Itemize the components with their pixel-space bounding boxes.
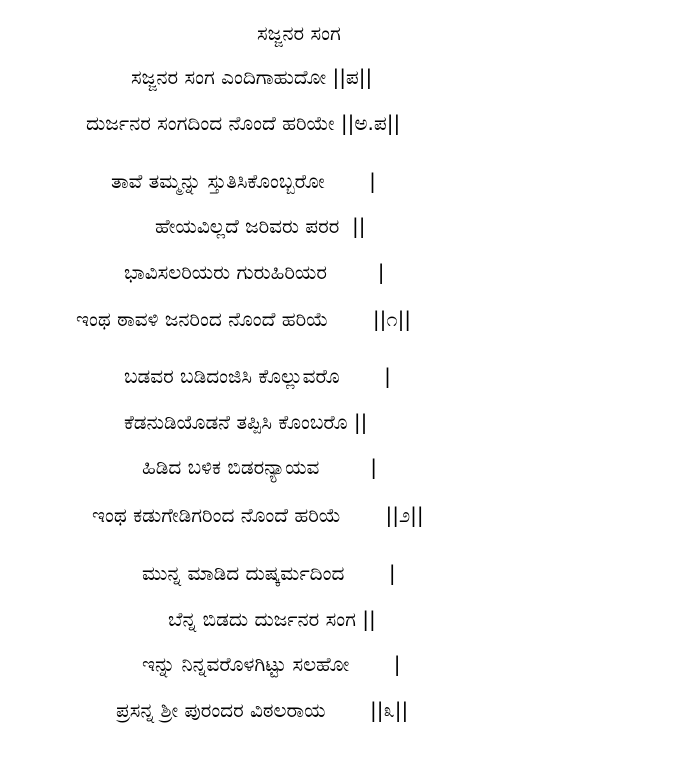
anupallavi-line: ದುರ್ಜನರ ಸಂಗದಿಂದ ನೊಂದೆ ಹರಿಯೇ ||ಅ.ಪ||: [86, 111, 401, 135]
stanza-1-line-3: ಭಾವಿಸಲರಿಯರು ಗುರುಹಿರಿಯರ |: [124, 260, 385, 284]
stanza-2-line-1: ಬಡವರ ಬಡಿದಂಜಿಸಿ ಕೊಲ್ಲುವರೊ |: [124, 364, 391, 388]
stanza-3-line-1: ಮುನ್ನ ಮಾಡಿದ ದುಷ್ಕರ್ಮದಿಂದ |: [142, 561, 396, 585]
stanza-1-line-1: ತಾವೆ ತಮ್ಮನ್ನು ಸ್ತುತಿಸಿಕೊಂಬ್ಬರೋ |: [111, 169, 376, 193]
stanza-3-line-3: ಇನ್ನು ನಿನ್ನವರೊಳಗಿಟ್ಟು ಸಲಹೋ |: [142, 652, 401, 676]
stanza-3-line-2: ಬೆನ್ನ ಬಿಡದು ದುರ್ಜನರ ಸಂಗ ||: [168, 607, 376, 631]
stanza-1-line-4: ಇಂಥ ಠಾವಳಿ ಜನರಿಂದ ನೊಂದೆ ಹರಿಯೆ ||೧||: [76, 307, 412, 331]
stanza-2-line-4: ಇಂಥ ಕಡುಗೇಡಿಗರಿಂದ ನೊಂದೆ ಹರಿಯೆ ||೨||: [92, 503, 424, 527]
pallavi-line-1: ಸಜ್ಜನರ ಸಂಗ ಎಂದಿಗಾಹುದೋ ||ಪ||: [131, 65, 373, 89]
song-title: ಸಜ್ಜನರ ಸಂಗ: [257, 21, 341, 45]
stanza-1-line-2: ಹೇಯವಿಲ್ಲದೆ ಜರಿವರು ಪರರ ||: [155, 214, 366, 238]
stanza-2-line-2: ಕೆಡನುಡಿಯೊಡನೆ ತಪ್ಪಿಸಿ ಕೊಂಬರೊ ||: [124, 410, 368, 434]
stanza-2-line-3: ಹಿಡಿದ ಬಳಿಕ ಬಿಡರನ್ಯಾಯವ |: [142, 455, 377, 479]
stanza-3-line-4: ಪ್ರಸನ್ನ ಶ್ರೀ ಪುರಂದರ ವಿಠಲರಾಯ ||೩||: [116, 698, 409, 722]
